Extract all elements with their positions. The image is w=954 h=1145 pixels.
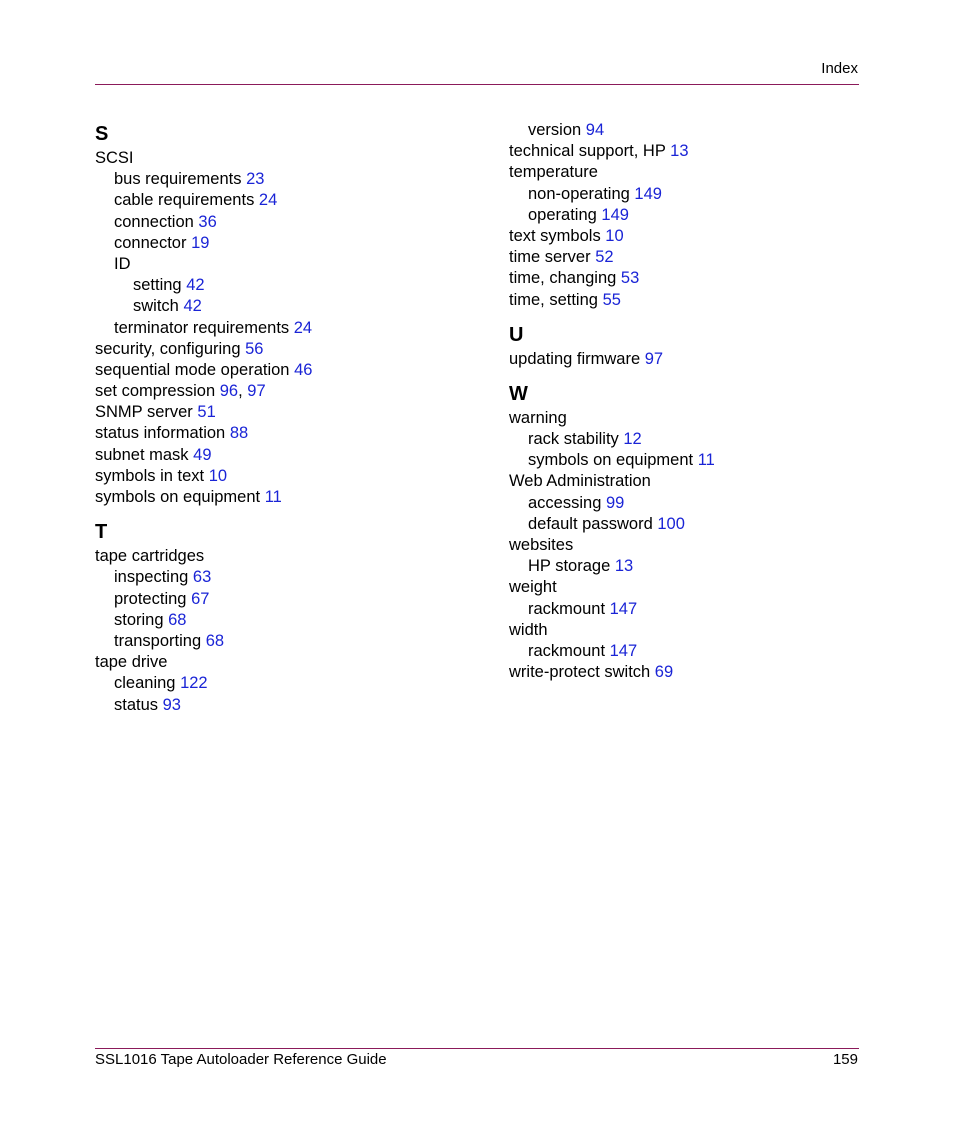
index-term: SCSI <box>95 149 134 167</box>
page-link[interactable]: 11 <box>264 488 282 506</box>
index-entry <box>509 471 715 492</box>
index-entry <box>95 318 312 339</box>
index-term: rackmount <box>528 641 606 660</box>
index-entry <box>509 349 715 370</box>
index-entry <box>509 493 715 514</box>
index-entry <box>95 275 312 296</box>
page-link[interactable]: 19 <box>191 233 210 252</box>
page-link[interactable]: 11 <box>697 451 715 470</box>
index-entry <box>95 169 312 190</box>
index-term: inspecting <box>114 568 189 587</box>
index-term: symbols in text <box>95 466 205 485</box>
index-letter-heading: W <box>509 382 528 405</box>
page-link[interactable]: 12 <box>623 430 642 449</box>
page-link[interactable]: 147 <box>609 599 638 618</box>
index-term: non-operating <box>528 184 630 203</box>
index-entry <box>95 567 312 588</box>
index-term: setting <box>133 276 182 295</box>
index-entry <box>95 610 312 631</box>
index-entry <box>509 247 715 268</box>
index-entry <box>95 487 312 508</box>
index-entry <box>509 408 715 429</box>
index-term: operating <box>528 205 597 224</box>
index-entry <box>509 429 715 450</box>
page-link[interactable]: 52 <box>595 248 614 267</box>
page-link[interactable]: 67 <box>191 589 210 608</box>
index-entry <box>95 212 312 233</box>
page-link[interactable]: 55 <box>602 290 621 309</box>
index-term: cleaning <box>114 674 176 693</box>
page-link[interactable]: 97 <box>247 382 266 401</box>
index-term: Web Administration <box>509 472 651 491</box>
page-link[interactable]: 88 <box>229 424 249 443</box>
page-link[interactable]: 10 <box>605 226 624 245</box>
index-entry <box>95 360 312 381</box>
index-entry <box>509 205 715 226</box>
page-link[interactable]: 49 <box>193 445 212 464</box>
page-link[interactable]: 122 <box>180 674 208 693</box>
index-entry <box>95 631 312 652</box>
index-term: tape drive <box>95 653 168 672</box>
index-term: warning <box>509 408 567 427</box>
index-term: version <box>528 121 582 139</box>
index-entry <box>509 641 715 662</box>
page-link[interactable]: 149 <box>601 205 629 224</box>
index-term: status <box>114 695 159 714</box>
index-term: HP storage <box>528 557 611 576</box>
index-entry <box>95 445 312 466</box>
page-link[interactable]: 69 <box>654 663 674 682</box>
page-link[interactable]: 51 <box>197 403 216 422</box>
index-term: updating firmware <box>509 349 641 368</box>
index-entry <box>509 141 715 162</box>
index-term: rack stability <box>528 430 619 449</box>
index-entry <box>95 148 312 169</box>
index-term: time, changing <box>509 269 617 288</box>
index-term: default password <box>528 514 653 533</box>
index-term: SNMP server <box>95 403 193 422</box>
index-term: bus requirements <box>114 170 242 189</box>
header-rule <box>95 84 859 85</box>
index-entry <box>95 190 312 211</box>
index-term: technical support, HP <box>509 142 666 161</box>
page-link[interactable]: 93 <box>162 695 181 714</box>
page-link[interactable]: 13 <box>670 142 689 161</box>
index-entry <box>95 233 312 254</box>
index-term: transporting <box>114 631 202 650</box>
index-term: weight <box>509 578 557 597</box>
index-entry <box>95 254 312 275</box>
index-entry <box>95 652 312 673</box>
page-link[interactable]: 24 <box>258 191 278 210</box>
index-entry <box>95 402 312 423</box>
page-link[interactable]: 68 <box>168 610 187 629</box>
index-entry <box>509 184 715 205</box>
page-link[interactable]: 96 <box>219 382 239 401</box>
index-entry <box>509 290 715 311</box>
page-link[interactable]: 94 <box>585 121 605 139</box>
index-letter-heading: T <box>95 521 108 544</box>
page-link[interactable]: 24 <box>293 318 313 337</box>
index-entry <box>95 466 312 487</box>
index-entry <box>95 673 312 694</box>
index-term: temperature <box>509 163 598 182</box>
page-link[interactable]: 53 <box>620 269 640 288</box>
page-link[interactable]: 42 <box>186 276 205 295</box>
page-link[interactable]: 10 <box>208 466 228 485</box>
page-link[interactable]: 46 <box>294 360 313 379</box>
index-entry <box>95 589 312 610</box>
index-entry <box>509 535 715 556</box>
index-entry: set compression 96, 97 <box>95 382 266 401</box>
index-term: width <box>509 620 548 639</box>
index-entry <box>509 662 715 683</box>
index-column-right <box>509 120 715 683</box>
index-entry <box>509 514 715 535</box>
index-entry <box>509 556 715 577</box>
page-link[interactable]: 99 <box>605 493 625 512</box>
running-header: Index <box>821 60 858 77</box>
index-term: subnet mask <box>95 445 189 464</box>
index-term: connection <box>114 212 194 231</box>
index-term: accessing <box>528 493 602 512</box>
section-gap <box>95 508 312 518</box>
index-entry <box>95 296 312 317</box>
page-link[interactable]: 63 <box>192 568 212 587</box>
index-term: connector <box>114 233 187 252</box>
index-term: set compression <box>95 382 216 401</box>
index-term: rackmount <box>528 599 606 618</box>
index-entry <box>509 162 715 183</box>
index-entry <box>509 226 715 247</box>
index-entry <box>95 546 312 567</box>
page-link[interactable]: 149 <box>634 184 662 203</box>
index-term: symbols on equipment <box>528 451 694 470</box>
index-entry <box>95 423 312 444</box>
index-term: text symbols <box>509 226 601 245</box>
index-entry <box>509 577 715 598</box>
index-term: symbols on equipment <box>95 488 261 506</box>
index-term: time server <box>509 248 591 267</box>
index-term: ID <box>114 254 131 273</box>
page-link[interactable]: 42 <box>183 297 202 316</box>
index-term: websites <box>509 536 574 554</box>
footer-rule <box>95 1048 859 1049</box>
index-entry <box>509 120 715 141</box>
index-letter-heading: U <box>509 323 524 346</box>
page-number: 159 <box>832 1051 858 1068</box>
page-link[interactable]: 56 <box>245 339 264 358</box>
index-entry <box>95 339 312 360</box>
index-term: switch <box>133 297 179 316</box>
index-term: security, configuring <box>95 339 241 358</box>
index-term: sequential mode operation <box>95 360 290 379</box>
index-column-left <box>95 120 312 716</box>
index-term: status information <box>95 424 226 443</box>
index-term: tape cartridges <box>95 547 205 566</box>
index-entry <box>509 599 715 620</box>
page-link[interactable]: 23 <box>246 170 265 189</box>
index-term: storing <box>114 610 164 629</box>
section-gap <box>509 311 715 321</box>
page-link[interactable]: 147 <box>609 641 638 660</box>
footer-title: SSL1016 Tape Autoloader Reference Guide <box>95 1051 387 1068</box>
page-link[interactable]: 13 <box>614 557 634 576</box>
index-term: cable requirements <box>114 191 255 210</box>
index-term: terminator requirements <box>114 318 290 337</box>
page-link[interactable]: 97 <box>644 349 664 368</box>
index-term: write-protect switch <box>509 663 651 682</box>
page-link[interactable]: 68 <box>205 631 225 650</box>
index-entry <box>95 695 312 716</box>
index-letter-heading: S <box>95 123 109 145</box>
index-term: protecting <box>114 589 187 608</box>
index-entry <box>509 268 715 289</box>
index-entry <box>509 450 715 471</box>
page-link[interactable]: 36 <box>198 212 217 231</box>
index-term: time, setting <box>509 290 598 309</box>
section-gap <box>509 370 715 380</box>
page-link[interactable]: 100 <box>657 514 685 533</box>
index-entry <box>509 620 715 641</box>
